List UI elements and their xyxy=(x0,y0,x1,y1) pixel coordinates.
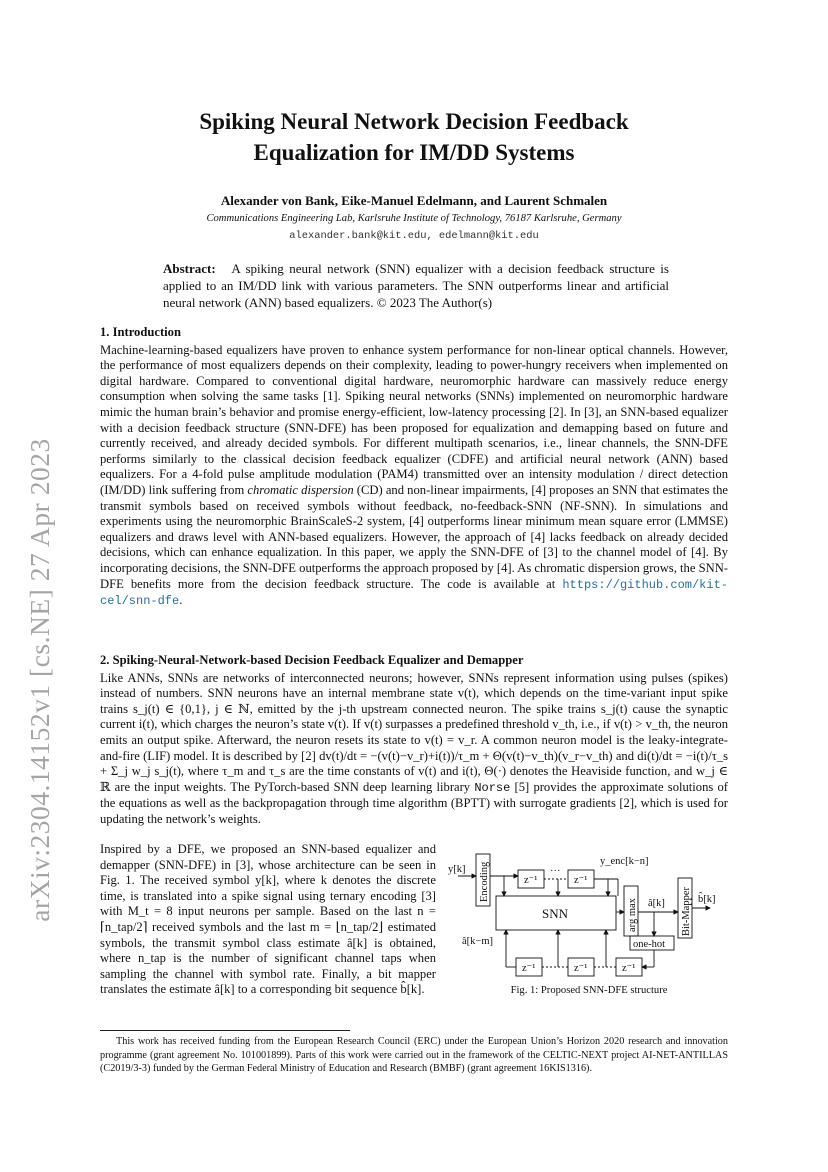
abstract-text: A spiking neural network (SNN) equalizer with a decision feedback structure is applied to an IM/DD link with various parameters. The SNN outperforms linear and artificial neural network (ANN) based equalizers. © 2023 The Author(s) xyxy=(163,261,669,310)
arxiv-id-text: arXiv:2304.14152v1 [cs.NE] 27 Apr 2023 xyxy=(24,438,55,922)
sec2-text-1: Like ANNs, SNNs are networks of interconnected neurons; however, SNNs represent information using pulses (spikes) instead of numbers. SNN neurons have an internal membrane state v(t), which depends on the time-variant input spike trains s_j(t) ∈ {0,1}, j ∈ ℕ, emitted by the j-th upstream connected neuron. The spike trains s_j(t) cause the synaptic current i(t), which charges the neuron’s state v(t). If v(t) surpasses a predefined threshold v_th, i.e., if v(t) > v_th, the neuron emits an output spike. Afterward, the neuron resets its state to v(t) = v_r. A common neuron model is the leaky-integrate-and-fire (LIF) model. It is described by [2] dv(t)/dt = −(v(t)−v_r)+i(t))/τ_m + Θ(v(t)−v_th)(v_r−v_th) and di(t)/dt = −i(t)/τ_s + Σ_j w_j s_j(t), where τ_m and τ_s are the time constants of v(t) and i(t), Θ(·) denotes the Heaviside function, and w_j ∈ ℝ are the input weights. The PyTorch-based SNN deep learning library xyxy=(100,670,728,794)
section-snn-dfe xyxy=(100,653,728,828)
bhat-label: b̂[k] xyxy=(698,894,716,905)
snn-label: SNN xyxy=(542,906,569,921)
intro-italic-term: chromatic dispersion xyxy=(247,482,354,497)
code-repository-link[interactable]: https://github.com/kit-cel/snn-dfe xyxy=(100,577,728,609)
section-heading-snn-dfe: 2. Spiking-Neural-Network-based Decision Feedback Equalizer and Demapper xyxy=(100,653,524,667)
funding-footnote: This work has received funding from the European Research Council (ERC) under the European Union’s Horizon 2020 research and innovation programme (grant agreement No. 101001899). Parts of this work were carried out in the framework of the CELTIC-NEXT project AI-NET-ANTILLAS (C2019/3-3) funded by the German Federal Ministry of Education and Research (BMBF) (grant agreement 16KIS1316). xyxy=(100,1036,728,1075)
sec2-text-2: [5] provides the approximate solutions of the equations as well as the backpropagation through time algorithm (BPTT) with surrogate gradients [2], which is used for updating the network’s weights. xyxy=(100,779,728,826)
yenc-label: y_enc[k−n] xyxy=(600,856,649,867)
abstract xyxy=(163,260,669,311)
sec2-paragraph-2: Inspired by a DFE, we proposed an SNN-based equalizer and demapper (SNN-DFE) in [3], whose architecture can be seen in Fig. 1. The received symbol y[k], where k denotes the discrete time, is translated into a spike signal using ternary encoding [3] with M_t = 8 input neurons per sample. Based on the last n = ⌈n_tap/2⌉ received symbols and the last m = ⌊n_tap/2⌋ estimated symbols, the transmit symbol class estimate â[k] is obtained, where n_tap is the number of significant channel taps when sampling the channel with symbol rate. Finally, a bit mapper translates the estimate â[k] to a corresponding bit sequence b̂[k]. xyxy=(100,842,436,997)
snn-dfe-block-diagram xyxy=(448,852,730,992)
bottom-delay-label-2: z⁻¹ xyxy=(574,963,588,974)
bit-mapper-label: Bit-Mapper xyxy=(681,887,692,936)
title-line-1: Spiking Neural Network Decision Feedback xyxy=(199,109,629,134)
figure-caption: Fig. 1: Proposed SNN-DFE structure xyxy=(510,985,668,996)
norse-library-name: Norse xyxy=(474,780,511,795)
encoding-label: Encoding xyxy=(479,861,490,902)
sec2-left-column xyxy=(100,842,436,998)
intro-text-2: (CD) and non-linear impairments, [4] proposes an SNN that estimates the transmit symbols based on received symbols without feedback, no-feedback-SNN (NF-SNN). In simulations and experiments using the neuromorphic BrainScaleS-2 system, [4] outperforms linear minimum mean square error (LMMSE) equalizers and draws level with ANN-based equalizers. However, the approach of [4] lacks feedback on already decided decisions, which can enhance equalization. In this paper, we apply the SNN-DFE of [3] to the channel model of [4]. By incorporating decisions, the SNN-DFE outperforms the approach proposed by [4]. As chromatic dispersion grows, the SNN-DFE benefits more from the decision feedback structure. The code is available at xyxy=(100,482,728,591)
input-label: y[k] xyxy=(448,864,466,875)
author-list: Alexander von Bank, Eike-Manuel Edelmann, and Laurent Schmalen xyxy=(220,193,608,208)
arxiv-side-identifier xyxy=(20,335,60,1025)
title-line-2: Equalization for IM/DD Systems xyxy=(253,140,575,165)
top-delay-label-2: z⁻¹ xyxy=(574,875,588,886)
section-heading-introduction: 1. Introduction xyxy=(100,325,181,339)
feedback-label: â[k−m] xyxy=(462,936,493,947)
top-dots: ··· xyxy=(550,866,561,877)
paper-title xyxy=(100,106,728,168)
abstract-label: Abstract: xyxy=(163,261,216,276)
top-delay-label-1: z⁻¹ xyxy=(524,875,538,886)
author-emails[interactable]: alexander.bank@kit.edu, edelmann@kit.edu xyxy=(289,230,539,242)
intro-paragraph xyxy=(100,343,728,610)
affiliation: Communications Engineering Lab, Karlsruhe Institute of Technology, 76187 Karlsruhe, Germany xyxy=(206,213,622,224)
footnote-rule xyxy=(100,1030,350,1031)
section-introduction xyxy=(100,325,728,610)
one-hot-label: one-hot xyxy=(633,939,666,950)
bottom-delay-label-1: z⁻¹ xyxy=(522,963,536,974)
bottom-delay-label-3: z⁻¹ xyxy=(622,963,636,974)
ahat-label: â[k] xyxy=(648,898,665,909)
sec2-paragraph-1 xyxy=(100,671,728,828)
intro-text-1: Machine-learning-based equalizers have proven to enhance system performance for non-linear optical channels. However, the performance of most equalizers depends on their complexity, leading to power-hungry receivers when implemented on digital hardware. Compared to conventional digital hardware, neuromorphic hardware can massively reduce energy consumption when solving the same tasks [1]. Spiking neural networks (SNNs) implemented on neuromorphic hardware mimic the human brain’s behavior and promise energy-efficient, low-latency processing [2]. In [3], an SNN-based equalizer with a decision feedback structure (SNN-DFE) has been proposed for equalization and demapping based on future and currently received, and already decided symbols. For different multipath scenarios, i.e., linear channels, the SNN-DFE performs similarly to the classical decision feedback equalizer (CDFE) and artificial neural network (ANN) based equalizers. For a 4-fold pulse amplitude modulation (PAM4) transmitted over an intensity modulation / direct detection (IM/DD) link suffering from xyxy=(100,342,728,497)
intro-end: . xyxy=(179,593,183,608)
argmax-label: arg max xyxy=(627,898,638,932)
